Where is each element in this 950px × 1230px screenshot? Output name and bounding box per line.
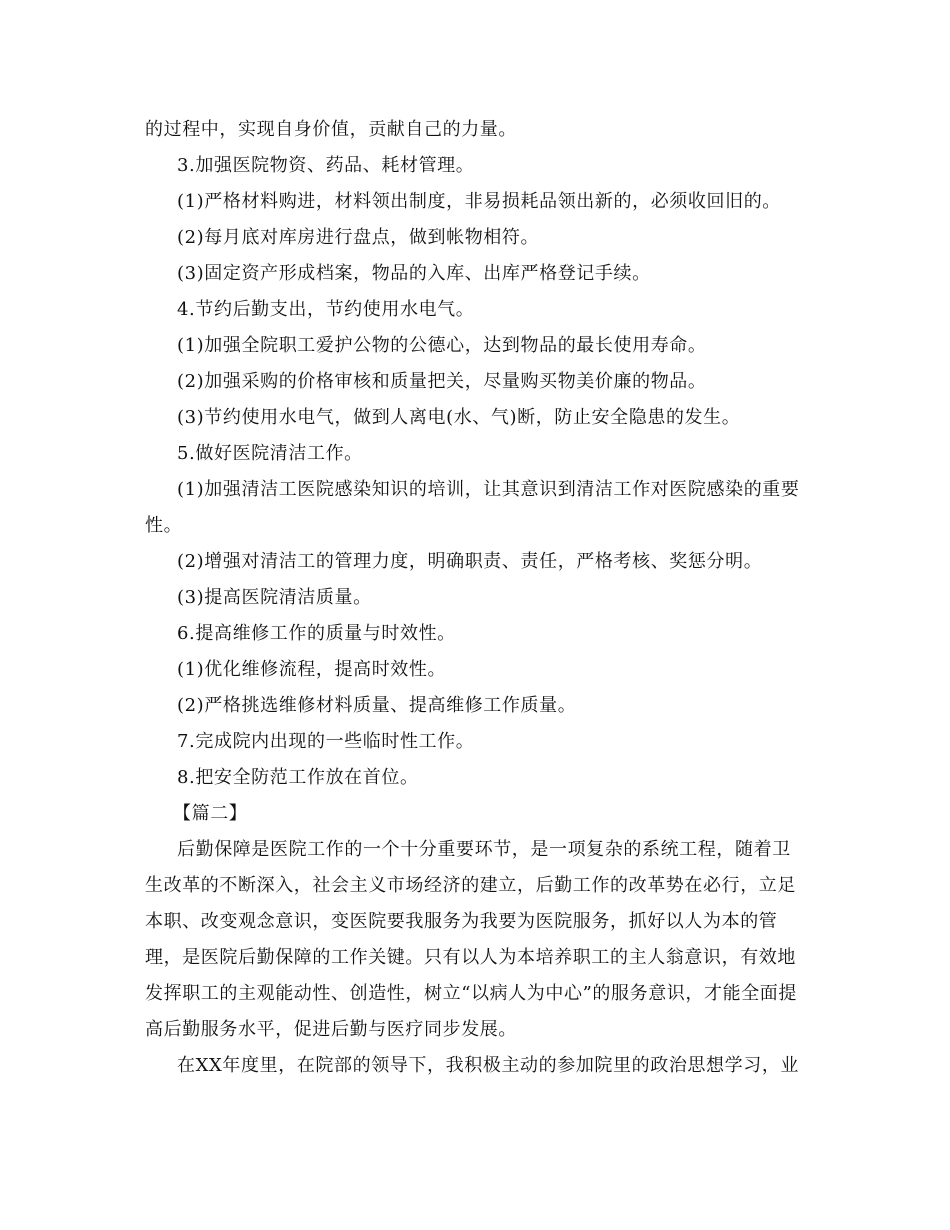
text-line: 发挥职工的主观能动性、创造性，树立“以病人为中心”的服务意识，才能全面提 <box>145 983 798 1004</box>
text-line: (1)优化维修流程，提高时效性。 <box>177 659 447 680</box>
document-body <box>145 112 810 1084</box>
text-line: 6.提高维修工作的质量与时效性。 <box>177 623 456 644</box>
text-line: 后勤保障是医院工作的一个十分重要环节，是一项复杂的系统工程，随着卫 <box>177 839 791 860</box>
text-line: (2)每月底对库房进行盘点，做到帐物相符。 <box>177 227 540 248</box>
text-line: 7.完成院内出现的一些临时性工作。 <box>177 731 475 752</box>
text-line: (3)固定资产形成档案，物品的入库、出库严格登记手续。 <box>177 263 651 284</box>
text-line: 8.把安全防范工作放在首位。 <box>177 767 419 788</box>
text-line: 理，是医院后勤保障的工作关键。只有以人为本培养职工的主人翁意识，有效地 <box>145 947 796 968</box>
text-line: (3)提高医院清洁质量。 <box>177 587 372 608</box>
text-line: 本职、改变观念意识，变医院要我服务为我要为医院服务，抓好以人为本的管 <box>145 911 778 932</box>
text-line: (3)节约使用水电气，做到人离电(水、气)断，防止安全隐患的发生。 <box>177 407 741 428</box>
text-line: (1)加强全院职工爱护公物的公德心，达到物品的最长使用寿命。 <box>177 335 707 356</box>
text-line: 3.加强医院物资、药品、耗材管理。 <box>177 155 475 176</box>
text-line: (2)增强对清洁工的管理力度，明确职责、责任，严格考核、奖惩分明。 <box>177 551 763 572</box>
text-line: (1)严格材料购进，材料领出制度，非易损耗品领出新的，必须收回旧的。 <box>177 191 781 212</box>
text-line: (2)加强采购的价格审核和质量把关，尽量购买物美价廉的物品。 <box>177 371 707 392</box>
text-line: 的过程中，实现自身价值，贡献自己的力量。 <box>145 119 517 140</box>
text-line: 高后勤服务水平，促进后勤与医疗同步发展。 <box>145 1019 517 1040</box>
text-line: 性。 <box>145 515 183 536</box>
text-line: (1)加强清洁工医院感染知识的培训，让其意识到清洁工作对医院感染的重要 <box>177 479 800 500</box>
text-line: 5.做好医院清洁工作。 <box>177 443 363 464</box>
text-line: 在XX年度里，在院部的领导下，我积极主动的参加院里的政治思想学习，业 <box>177 1055 800 1076</box>
text-line: (2)严格挑选维修材料质量、提高维修工作质量。 <box>177 695 577 716</box>
text-line: 4.节约后勤支出，节约使用水电气。 <box>177 299 475 320</box>
section-heading: 【篇二】 <box>173 803 248 824</box>
text-line: 生改革的不断深入，社会主义市场经济的建立，后勤工作的改革势在必行，立足 <box>145 875 796 896</box>
